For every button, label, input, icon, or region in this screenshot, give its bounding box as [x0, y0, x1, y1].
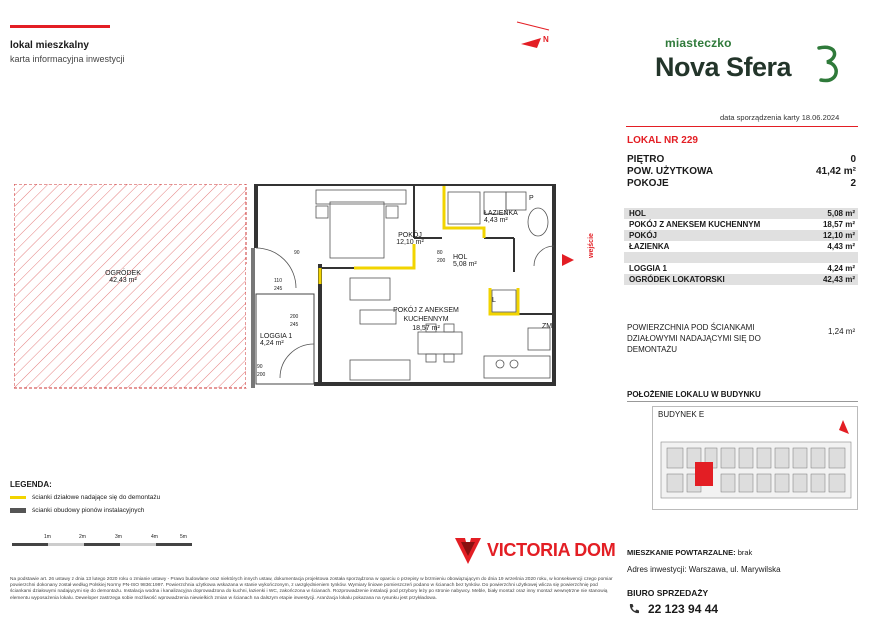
sales-office-title: BIURO SPRZEDAŻY [627, 588, 709, 598]
scale-bar [12, 535, 194, 551]
plan-dim: 200 [257, 372, 266, 378]
demontaz-area-value: 1,24 m² [828, 327, 856, 336]
scale-label: 2m [79, 534, 86, 540]
entrance-arrow-icon [562, 254, 574, 266]
legend-swatch-grey [10, 508, 26, 513]
phone-icon [628, 603, 640, 615]
summary-label: PIĘTRO [627, 154, 665, 165]
summary-area [627, 166, 858, 177]
outdoor-row: OGRÓDEK LOKATORSKI 42,43 m² [624, 274, 858, 285]
room-row-spacer [624, 252, 858, 263]
position-title: POŁOŻENIE LOKALU W BUDYNKU [627, 390, 761, 399]
summary-floor [627, 154, 858, 165]
plan-label-l: L [492, 297, 496, 304]
scale-label: 4m [151, 534, 158, 540]
outdoor-row: LOGGIA 1 4,24 m² [629, 264, 855, 273]
summary-rooms [627, 178, 858, 189]
document-title: lokal mieszkalny [10, 40, 89, 51]
summary-label: POKOJE [627, 178, 669, 189]
summary-value: 2 [850, 178, 856, 189]
victoria-dom-icon [455, 536, 481, 564]
room-row: POKÓJ Z ANEKSEM KUCHENNYM 18,57 m² [629, 220, 855, 229]
card-divider [626, 126, 858, 127]
building-label: BUDYNEK E [658, 410, 705, 419]
room-row: POKÓJ 12,10 m² [624, 230, 858, 241]
plan-label-p: P [529, 195, 534, 202]
room-row: ŁAZIENKA 4,43 m² [629, 242, 855, 251]
plan-dim: 90 [257, 364, 263, 370]
demontaz-area-label: POWIERZCHNIA POD ŚCIANKAMI DZIAŁOWYMI NADAJĄCYMI SIĘ DO DEMONTAŻU [627, 323, 761, 354]
plan-dim: 245 [290, 322, 299, 328]
plan-garden-label: OGRÓDEK 42,43 m² [105, 270, 141, 284]
developer-logo [455, 535, 615, 565]
plan-dim: 200 [437, 258, 446, 264]
plan-dim: 200 [290, 314, 299, 320]
position-divider [627, 401, 858, 402]
plan-dim: 90 [294, 250, 300, 256]
scale-label: 1m [44, 534, 51, 540]
brand-name: Nova Sfera [655, 52, 792, 82]
plan-label-zm: ZM [542, 323, 553, 330]
legend-swatch-yellow [10, 496, 26, 499]
plan-hol-label: HOL 5,08 m² [453, 254, 477, 268]
legend-title: LEGENDA: [10, 480, 52, 489]
document-subtitle: karta informacyjna inwestycji [10, 54, 125, 64]
plan-lazienka-label: ŁAZIENKA 4,43 m² [484, 210, 518, 224]
plan-pokoj-label: POKÓJ 12,10 m² [396, 232, 424, 246]
developer-name: VICTORIA DOM [487, 539, 616, 560]
card-date: data sporządzenia karty 18.06.2024 [720, 113, 840, 122]
room-area-table [624, 208, 858, 285]
plan-dim: 80 [437, 250, 443, 256]
brand-mark-icon [815, 42, 843, 86]
plan-dim: 245 [274, 286, 283, 292]
header-accent-bar [10, 25, 110, 28]
legal-footnote: Na podstawie art. 26 ustawy z dnia 13 lutego 2020 roku o zmianie ustawy - Prawo budowlane oraz niektórych innych ustaw, dokumentacja projektowa została sporządzona w oparciu o przepisy w brzmieniu obowiązującym do dnia 19 września 2020 roku, w konsekwencji czego pomiar powierzchni dokonany został według Polskiej Normy PN-ISO 9836:1997. Powierzchnia użytkowa wskazana w stanie wykończonym, z uwzględnieniem tynków. Wymiary liniowe pomieszczeń podano w ścianach bez tynków. Do powierzchni użytkowej wlicza się powierzchnię pod ściankami działowymi nadającymi się do demontażu. Instalacja wodna i kanalizacyjna doprowadzona do kuchni, łazienki i WC, zakończona w ścianach. Rozprowadzenie instalacji pod przybory leży po stronie nabywcy. Meble, biały montaż oraz inny montaż wewnętrzne nie stanowią elementu wyposażenia lokalu. Deweloper zastrzega sobie możliwość wprowadzenia niewielkich zmian w ścianach na dalszym etapie inwestycji. Aranżacja lokalu pokazana na rysunku jest przykładowa. [10, 577, 613, 601]
scale-label: 3m [115, 534, 122, 540]
room-row: HOL 5,08 m² [624, 208, 858, 219]
legend-item: ścianki obudowy pionów instalacyjnych [10, 507, 144, 514]
sales-phone[interactable]: 22 123 94 44 [648, 602, 719, 616]
north-letter: N [543, 35, 549, 44]
plan-entrance-label: wejście [588, 233, 595, 258]
brand-small: miasteczko [665, 36, 732, 50]
legend-item: ścianki działowe nadające się do demontażu [10, 494, 160, 501]
scale-label: 5m [180, 534, 187, 540]
summary-value: 0 [850, 154, 856, 165]
plan-kitchen-label: POKÓJ Z ANEKSEM KUCHENNYM 18,57 m² [393, 307, 459, 332]
summary-value: 41,42 m² [815, 166, 856, 177]
summary-label: POW. UŻYTKOWA [627, 166, 714, 177]
investment-address: Adres inwestycji: Warszawa, ul. Marywilska [627, 565, 781, 574]
building-keyplan-drawing [653, 420, 857, 508]
powtarzalne: MIESZKANIE POWTARZALNE: brak [627, 548, 753, 557]
garden-area [14, 184, 246, 388]
lokal-number: LOKAL NR 229 [627, 135, 698, 146]
north-arrow-icon [513, 18, 553, 58]
plan-dim: 110 [274, 278, 282, 284]
plan-loggia-label: LOGGIA 1 4,24 m² [260, 333, 293, 347]
